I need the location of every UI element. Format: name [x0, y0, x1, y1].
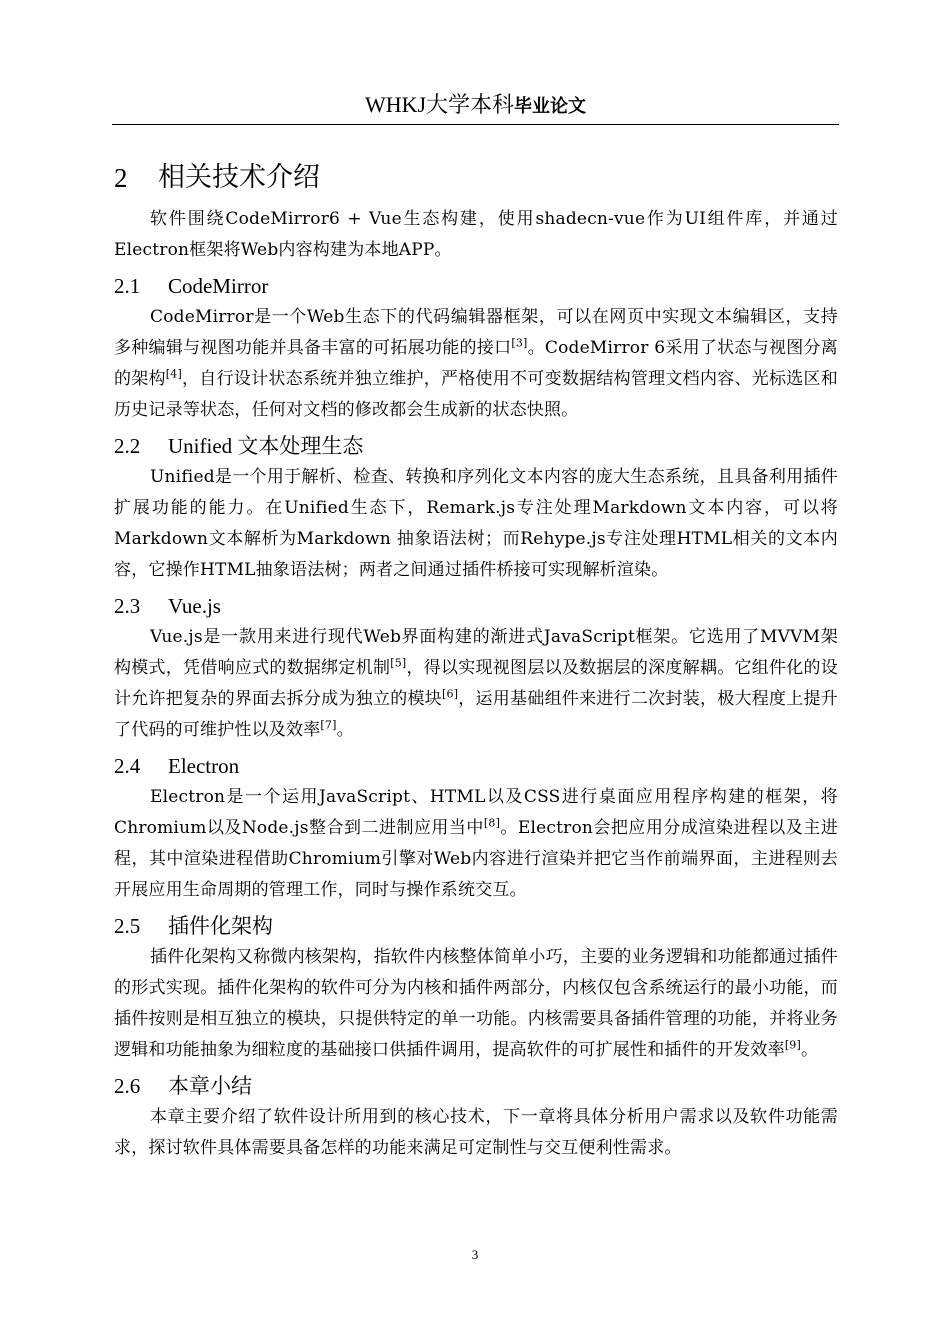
section-title: Electron: [168, 754, 240, 778]
section-heading: [114, 271, 838, 301]
section-heading: [114, 751, 838, 781]
section-paragraph: Vue.js是一款用来进行现代Web界面构建的渐进式JavaScript框架。它选用了MVVM架构模式，凭借响应式的数据绑定机制[5]，得以实现视图层以及数据层的深度解耦。它组件化的设计允许把复杂的界面去拆分成为独立的模块[6]，运用基础组件来进行二次封装，极大程度上提升了代码的可维护性以及效率[7]。: [114, 627, 838, 740]
section-heading: [114, 911, 838, 941]
section-title: 插件化架构: [168, 914, 273, 938]
citation: [3]: [511, 336, 528, 350]
citation: [4]: [165, 367, 182, 381]
section-number: 2.4: [114, 754, 141, 778]
section-paragraph: Unified是一个用于解析、检查、转换和序列化文本内容的庞大生态系统，且具备利用插件扩展功能的能力。在Unified生态下，Remark.js专注处理Markdown文本内容，可以将Markdown文本解析为Markdown 抽象语法树；而Rehype.js专注处理HTML相关的文本内容，它操作HTML抽象语法树；两者之间通过插件桥接可实现解析渲染。: [114, 467, 838, 580]
section-paragraph: Electron是一个运用JavaScript、HTML以及CSS进行桌面应用程序构建的框架，将Chromium以及Node.js整合到二进制应用当中[8]。Electron会把应用分成渲染进程以及主进程，其中渲染进程借助Chromium引擎对Web内容进行渲染并把它当作前端界面，主进程则去开展应用生命周期的管理工作，同时与操作系统交互。: [114, 787, 838, 900]
header-title-main: WHKJ大学本科: [364, 92, 515, 117]
section-title: Unified 文本处理生态: [168, 434, 364, 458]
running-header: [112, 90, 839, 122]
chapter-intro: 软件围绕CodeMirror6 + Vue生态构建，使用shadecn-vue作为UI组件库，并通过Electron框架将Web内容构建为本地APP。: [114, 209, 838, 260]
chapter-heading: [114, 158, 838, 198]
section-title: 本章小结: [168, 1074, 252, 1098]
citation: [5]: [390, 656, 407, 670]
header-title-bold: 毕业论文: [514, 96, 587, 117]
page-content: [114, 158, 838, 1169]
header-rule: [112, 124, 839, 125]
chapter-title: 相关技术介绍: [158, 162, 320, 193]
sections: [114, 271, 838, 1164]
section-heading: [114, 1071, 838, 1101]
section-paragraph: 本章主要介绍了软件设计所用到的核心技术，下一章将具体分析用户需求以及软件功能需求，探讨软件具体需要具备怎样的功能来满足可定制性与交互便利性需求。: [114, 1107, 838, 1158]
section-number: 2.2: [114, 434, 141, 458]
section-title: Vue.js: [168, 594, 221, 618]
section-paragraph: 插件化架构又称微内核架构，指软件内核整体简单小巧，主要的业务逻辑和功能都通过插件的形式实现。插件化架构的软件可分为内核和插件两部分，内核仅包含系统运行的最小功能，而插件按则是相互独立的模块，只提供特定的单一功能。内核需要具备插件管理的功能，并将业务逻辑和功能抽象为细粒度的基础接口供插件调用，提高软件的可扩展性和插件的开发效率[9]。: [114, 947, 838, 1060]
section-title: CodeMirror: [168, 274, 269, 298]
page-number: 3: [471, 1247, 479, 1262]
section-paragraph: CodeMirror是一个Web生态下的代码编辑器框架，可以在网页中实现文本编辑区，支持多种编辑与视图功能并具备丰富的可拓展功能的接口[3]。CodeMirror 6采用了状态与视图分离的架构[4]，自行设计状态系统并独立维护，严格使用不可变数据结构管理文档内容、光标选区和历史记录等状态，任何对文档的修改都会生成新的状态快照。: [114, 307, 838, 420]
section-number: 2.6: [114, 1074, 141, 1098]
citation: [9]: [784, 1038, 801, 1052]
section-heading: [114, 591, 838, 621]
citation: [8]: [483, 816, 501, 830]
chapter-number: 2: [114, 163, 128, 193]
citation: [7]: [320, 718, 337, 732]
section-heading: [114, 431, 838, 461]
section-number: 2.1: [114, 274, 141, 298]
section-number: 2.5: [114, 914, 141, 938]
citation: [6]: [442, 687, 459, 701]
section-number: 2.3: [114, 594, 141, 618]
